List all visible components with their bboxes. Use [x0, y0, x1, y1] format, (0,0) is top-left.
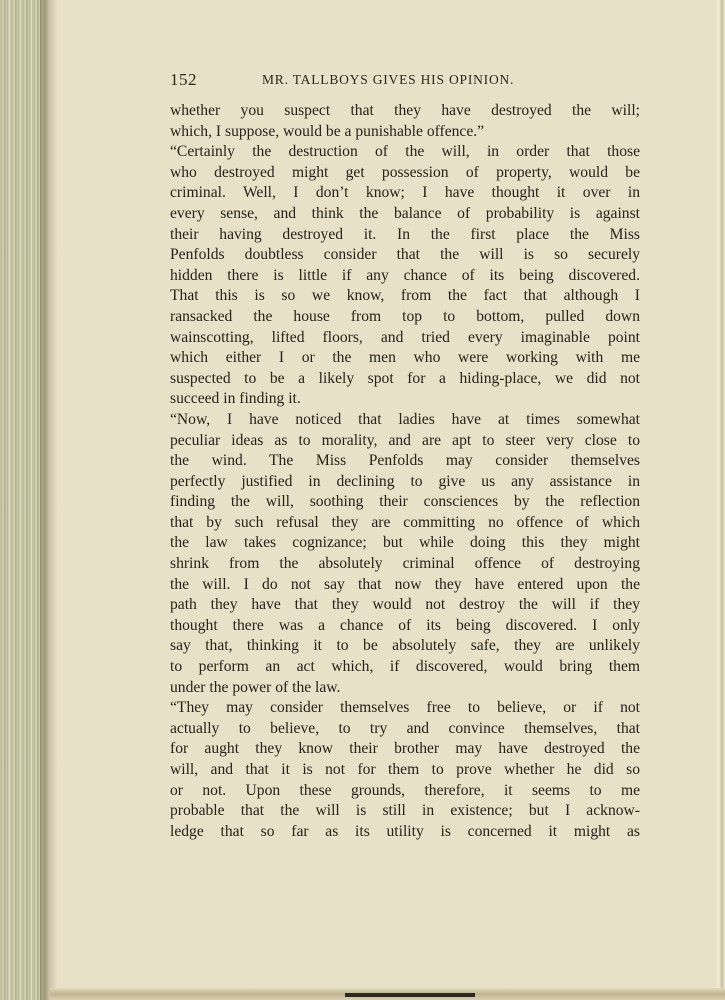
text-line: peculiar ideas as to morality, and are apt to steer very close to — [170, 431, 640, 449]
text-line: “Now, I have noticed that ladies have at times somewhat — [170, 410, 640, 428]
page-right-edge — [715, 0, 725, 1000]
running-head: MR. TALLBOYS GIVES HIS OPINION. — [262, 72, 515, 87]
bottom-edge-mark — [345, 993, 475, 997]
text-line: ledge that so far as its utility is concerned it might as — [170, 822, 640, 840]
text-line: perfectly justified in declining to give us any assistance in — [170, 472, 640, 490]
text-line: criminal. Well, I don’t know; I have thought it over in — [170, 184, 640, 202]
text-line: wainscotting, lifted floors, and tried every imaginable point — [170, 328, 640, 346]
text-line: their having destroyed it. In the first place the Miss — [170, 225, 640, 243]
page-header — [170, 70, 640, 94]
text-line: which either I or the men who were working with me — [170, 349, 640, 367]
text-line: to perform an act which, if discovered, would bring them — [170, 658, 640, 676]
text-line: will, and that it is not for them to prove whether he did so — [170, 761, 640, 778]
body-text — [170, 101, 640, 842]
text-line: the will. I do not say that now they have entered upon the — [170, 575, 640, 593]
text-line: Penfolds doubtless consider that the will is so securely — [170, 246, 640, 264]
text-line: the wind. The Miss Penfolds may consider themselves — [170, 452, 640, 470]
text-line: for aught they know their brother may have destroyed the — [170, 740, 640, 758]
text-line: say that, thinking it to be absolutely safe, they are unlikely — [170, 637, 640, 655]
text-line: probable that the will is still in existence; but I acknow- — [170, 802, 640, 820]
text-line: that by such refusal they are committing no offence of which — [170, 513, 640, 531]
text-line: the law takes cognizance; but while doing this they might — [170, 534, 640, 552]
text-line: “Certainly the destruction of the will, in order that those — [170, 143, 640, 161]
text-line: whether you suspect that they have destroyed the will; — [170, 102, 640, 119]
gutter-shadow — [40, 0, 58, 1000]
text-line: ransacked the house from top to bottom, pulled down — [170, 307, 640, 325]
text-line: thought there was a chance of its being discovered. I only — [170, 616, 640, 634]
text-line: every sense, and think the balance of probability is against — [170, 204, 640, 222]
text-line: hidden there is little if any chance of its being discovered. — [170, 266, 640, 284]
text-line: That this is so we know, from the fact that although I — [170, 287, 640, 305]
text-line: finding the will, soothing their consciences by the reflection — [170, 493, 640, 511]
text-line: “They may consider themselves free to believe, or if not — [170, 699, 640, 717]
text-line: under the power of the law. — [170, 678, 341, 696]
text-line: actually to believe, to try and convince themselves, that — [170, 719, 640, 737]
text-line: shrink from the absolutely criminal offence of destroying — [170, 555, 640, 573]
text-line: or not. Upon these grounds, therefore, it seems to me — [170, 781, 640, 799]
text-line: which, I suppose, would be a punishable offence.” — [170, 122, 485, 140]
text-line: who destroyed might get possession of property, would be — [170, 163, 640, 181]
text-line: path they have that they would not destroy the will if they — [170, 596, 640, 614]
text-line: suspected to be a likely spot for a hiding-place, we did not — [170, 369, 640, 387]
text-line: succeed in finding it. — [170, 390, 301, 408]
page-number: 152 — [170, 70, 197, 89]
